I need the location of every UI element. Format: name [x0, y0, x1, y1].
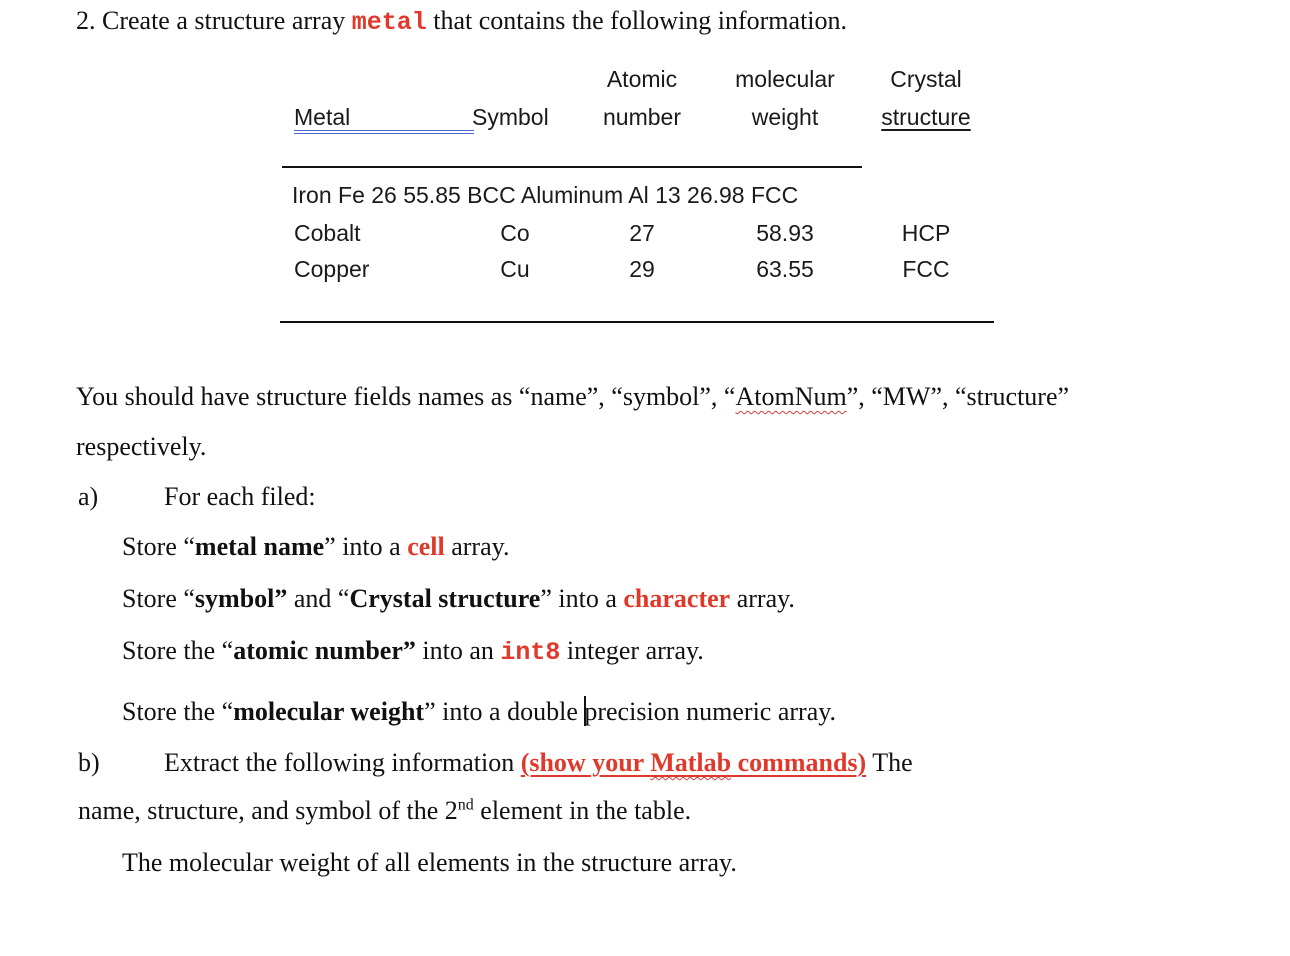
question-prefix: 2. Create a structure array	[76, 6, 352, 35]
fields-text-a: You should have structure fields names as “name”, “symbol”, “	[76, 382, 736, 411]
cell-atomic: 27	[629, 220, 655, 246]
text: (show your	[520, 748, 651, 777]
cell-atomic: 29	[629, 256, 655, 282]
table-bottom-rule	[280, 321, 994, 323]
header-mw-top: molecular	[735, 66, 835, 92]
fields-text-b: ”, “MW”, “structure”	[846, 382, 1070, 411]
text: Extract the following information	[164, 748, 521, 777]
atomnum-spell-flag: AtomNum	[735, 382, 847, 411]
part-a-intro: For each filed:	[164, 482, 316, 511]
cell-mw: 58.93	[756, 220, 814, 246]
fields-line-2: respectively.	[76, 432, 207, 461]
text: ” into a	[540, 584, 624, 613]
bold-text: molecular weight	[233, 697, 425, 726]
text: Store “	[122, 532, 195, 561]
header-symbol: Symbol	[472, 104, 549, 130]
part-a-item-3	[122, 636, 704, 667]
part-a-item-1	[122, 532, 509, 562]
part-a-label: a)	[78, 482, 99, 511]
header-atomic-bottom: number	[603, 104, 681, 130]
part-b-line-2	[78, 796, 691, 826]
header-crystal-bottom-text: structure	[881, 104, 971, 130]
matlab-word: Matlab	[650, 748, 732, 777]
table-top-rule	[282, 166, 862, 168]
text: element in the table.	[473, 796, 692, 825]
text: The	[866, 748, 913, 777]
text: precision numeric array.	[584, 697, 837, 726]
cell-symbol: Co	[500, 220, 530, 246]
merged-row: Iron Fe 26 55.85 BCC Aluminum Al 13 26.98 FCC	[292, 182, 799, 208]
text: commands)	[731, 748, 867, 777]
header-atomic-top: Atomic	[606, 66, 678, 92]
bold-text: atomic number”	[233, 636, 416, 665]
cell-symbol: Cu	[500, 256, 530, 282]
part-a-item-2	[122, 584, 795, 614]
text: ” into a double	[424, 697, 585, 726]
part-b-intro	[164, 748, 913, 778]
header-crystal-top: Crystal	[890, 66, 962, 92]
text: Store “	[122, 584, 195, 613]
keyword-cell: cell	[407, 532, 445, 561]
bold-text: symbol”	[194, 584, 288, 613]
cell-mw: 63.55	[756, 256, 814, 282]
text: integer array.	[560, 636, 704, 665]
cell-name: Copper	[294, 256, 370, 282]
text: array.	[444, 532, 510, 561]
cell-structure: FCC	[902, 256, 950, 282]
header-crystal-bottom	[862, 104, 990, 131]
fields-line-1	[76, 382, 1069, 412]
bold-text: metal name	[194, 532, 325, 561]
show-commands-note	[521, 748, 867, 777]
bold-text: Crystal structure	[349, 584, 541, 613]
keyword-character: character	[623, 584, 731, 613]
cell-name: Cobalt	[294, 220, 361, 246]
question-title	[76, 6, 847, 37]
part-b-line-3: The molecular weight of all elements in the structure array.	[122, 848, 737, 877]
cell-structure: HCP	[901, 220, 951, 246]
header-metal-underline	[294, 130, 474, 134]
part-b-label: b)	[78, 748, 100, 777]
text: array.	[730, 584, 795, 613]
text: Store the “	[122, 636, 234, 665]
text: ” into a	[324, 532, 408, 561]
keyword-int8: int8	[500, 638, 561, 667]
header-mw-bottom: weight	[751, 104, 819, 130]
part-a-item-4	[122, 696, 836, 727]
text: name, structure, and symbol of the 2	[78, 796, 458, 825]
variable-name-metal: metal	[351, 8, 427, 37]
header-metal: Metal	[294, 104, 351, 130]
superscript: nd	[457, 796, 474, 814]
text: Store the “	[122, 697, 234, 726]
question-suffix: that contains the following information.	[426, 6, 848, 35]
text: and “	[287, 584, 350, 613]
text: into an	[415, 636, 501, 665]
